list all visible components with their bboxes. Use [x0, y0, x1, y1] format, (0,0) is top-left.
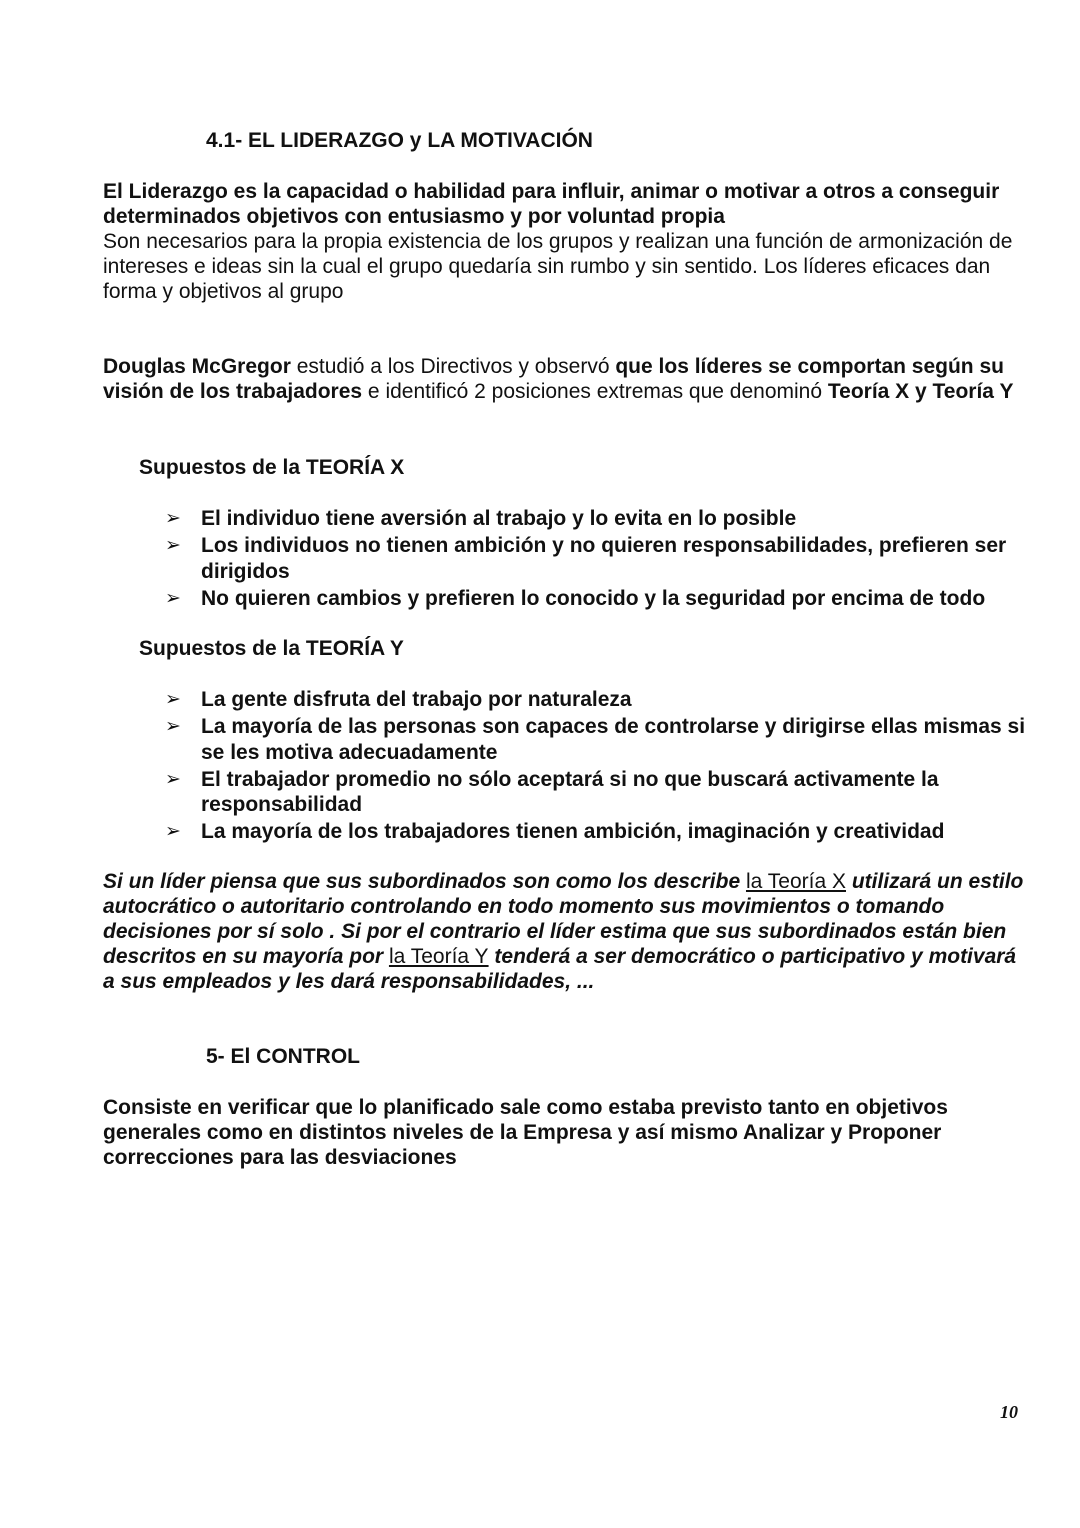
arrow-bullet-icon: ➢	[165, 508, 181, 529]
page-number: 10	[1000, 1402, 1018, 1422]
mcgregor-bold-2: Teoría X y Teoría Y	[827, 380, 1014, 403]
leadership-definition	[103, 179, 1033, 304]
mcgregor-name: Douglas McGregor	[103, 355, 291, 378]
arrow-bullet-icon: ➢	[165, 535, 181, 556]
mcgregor-bold-1: que los líderes se comportan según su visión de los trabajadores	[103, 355, 1004, 403]
section-heading-leadership: 4.1- EL LIDERAZGO y LA MOTIVACIÓN	[206, 129, 593, 152]
conclusion-part-3: tenderá a ser democrático o participativo y motivará a sus empleados y les dará responsabilidades, ...	[103, 945, 1017, 993]
arrow-bullet-icon: ➢	[165, 768, 181, 790]
section-heading-control: 5- El CONTROL	[206, 1045, 361, 1068]
theory-y-reference: la Teoría Y	[388, 945, 489, 968]
list-item: ➢ La gente disfruta del trabajo por naturaleza	[165, 688, 632, 711]
conclusion-paragraph	[103, 869, 1033, 994]
arrow-bullet-icon: ➢	[165, 689, 181, 710]
arrow-bullet-icon: ➢	[165, 821, 181, 842]
conclusion-part-1: Si un líder piensa que sus subordinados son como los describe	[103, 870, 746, 893]
list-item: ➢ El individuo tiene aversión al trabajo y lo evita en lo posible	[165, 507, 797, 530]
arrow-bullet-icon: ➢	[165, 587, 181, 609]
list-item: ➢ Los individuos no tienen ambición y no quieren responsabilidades, prefieren ser dirigidos	[165, 534, 1007, 583]
theory-y-list	[165, 687, 1035, 846]
mcgregor-text-2: e identificó 2 posiciones extremas que denominó	[362, 380, 828, 403]
theory-x-list	[165, 506, 1035, 613]
theory-x-title: Supuestos de la TEORÍA X	[139, 456, 405, 479]
list-item: ➢ No quieren cambios y prefieren lo conocido y la seguridad por encima de todo	[165, 586, 986, 610]
theory-x-reference: la Teoría X	[745, 870, 846, 893]
definition-bold: El Liderazgo es la capacidad o habilidad para influir, animar o motivar a otros a conseguir determinados objetivos con entusiasmo y por voluntad propia	[103, 180, 1000, 228]
theory-y-title: Supuestos de la TEORÍA Y	[139, 637, 404, 660]
list-item: ➢ La mayoría de los trabajadores tienen ambición, imaginación y creatividad	[165, 820, 945, 843]
conclusion-part-2: utilizará un estilo autocrático o autoritario controlando en todo momento sus movimientos o tomando decisiones por sí solo . Si por el contrario el líder estima que sus subordinados están bien descritos en su mayoría por	[103, 870, 1024, 968]
arrow-bullet-icon: ➢	[165, 716, 181, 737]
mcgregor-text-1: estudió a los Directivos y observó	[290, 355, 616, 378]
list-item: ➢ La mayoría de las personas son capaces de controlarse y dirigirse ellas mismas si se les motiva adecuadamente	[165, 715, 1026, 764]
mcgregor-paragraph	[103, 354, 1033, 404]
definition-text: Son necesarios para la propia existencia de los grupos y realizan una función de armonización de intereses e ideas sin la cual el grupo quedaría sin rumbo y sin sentido. Los líderes eficaces dan forma y objetivos al grupo	[103, 230, 1013, 303]
control-definition: Consiste en verificar que lo planificado sale como estaba previsto tanto en objetivos generales como en distintos niveles de la Empresa y así mismo Analizar y Proponer correcciones para las desviaciones	[103, 1096, 948, 1169]
list-item: ➢ El trabajador promedio no sólo aceptará si no que buscará activamente la responsabilidad	[165, 767, 939, 816]
